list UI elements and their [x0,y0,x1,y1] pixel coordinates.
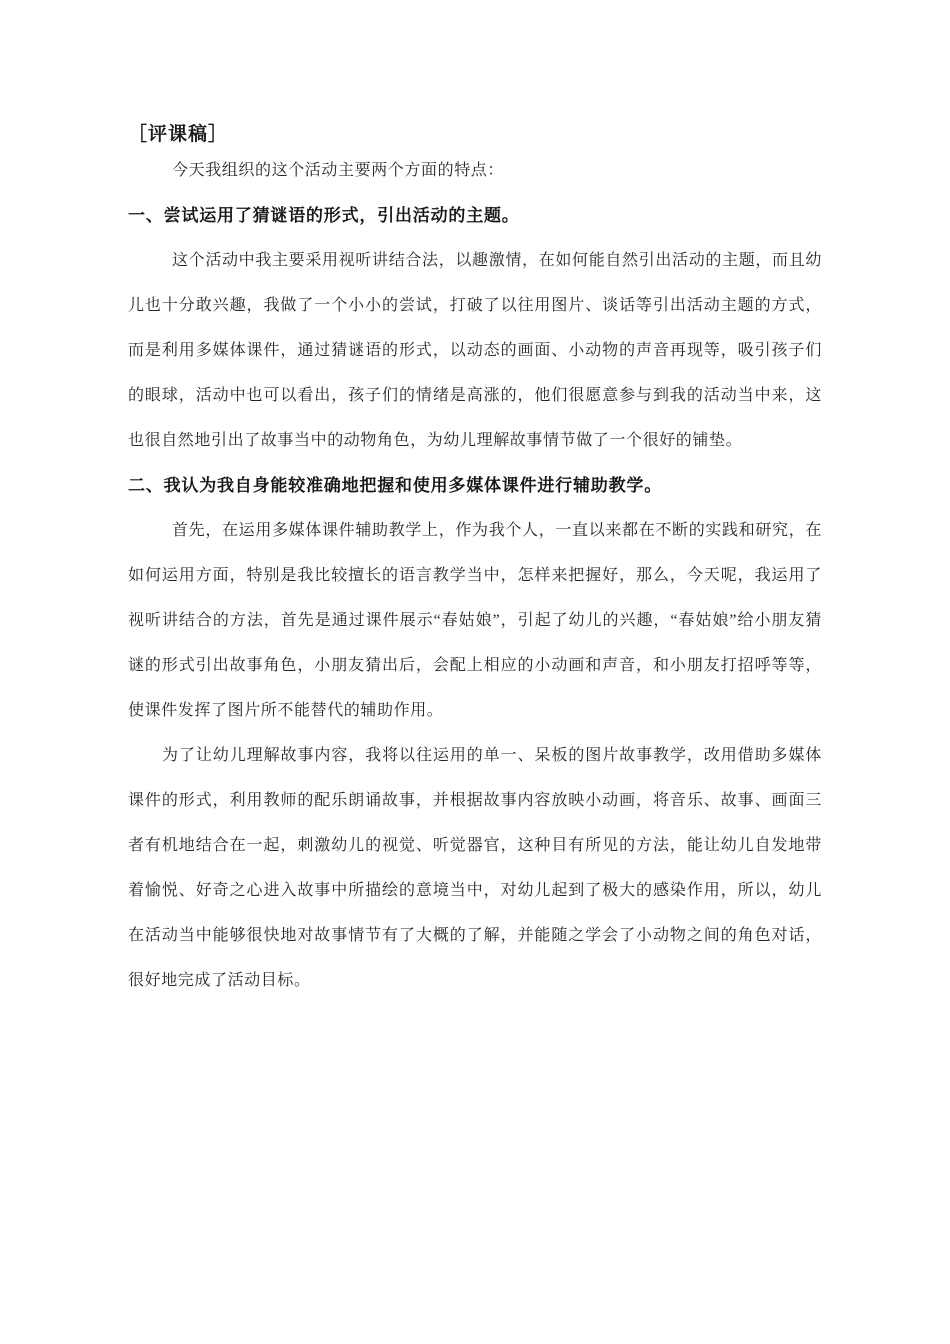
section-2-paragraph-1: 首先，在运用多媒体课件辅助教学上，作为我个人，一直以来都在不断的实践和研究，在如何运用方面，特别是我比较擅长的语言教学当中，怎样来把握好，那么，今天呢，我运用了视听讲结合的方法，首先是通过课件展示“春姑娘”，引起了幼儿的兴趣，“春姑娘”给小朋友猜谜的形式引出故事角色，小朋友猜出后，会配上相应的小动画和声音，和小朋友打招呼等等，使课件发挥了图片所不能替代的辅助作用。 [128,522,822,719]
intro-paragraph: 今天我组织的这个活动主要两个方面的特点： [172,162,505,179]
document-title: ［评课稿］ [128,124,229,145]
section-1-heading: 一、尝试运用了猜谜语的形式，引出活动的主题。 [128,206,520,225]
section-1-paragraph-1: 这个活动中我主要采用视听讲结合法，以趣激情，在如何能自然引出活动的主题，而且幼儿也十分敢兴趣，我做了一个小小的尝试，打破了以往用图片、谈话等引出活动主题的方式，而是利用多媒体课件，通过猜谜语的形式，以动态的画面、小动物的声音再现等，吸引孩子们的眼球，活动中也可以看出，孩子们的情绪是高涨的，他们很愿意参与到我的活动当中来，这也很自然地引出了故事当中的动物角色，为幼儿理解故事情节做了一个很好的铺垫。 [128,252,822,449]
section-2-heading: 二、我认为我自身能较准确地把握和使用多媒体课件进行辅助教学。 [128,476,662,495]
section-2-paragraph-2: 为了让幼儿理解故事内容，我将以往运用的单一、呆板的图片故事教学，改用借助多媒体课件的形式，利用教师的配乐朗诵故事，并根据故事内容放映小动画，将音乐、故事、画面三者有机地结合在一起，刺激幼儿的视觉、听觉器官，这种目有所见的方法，能让幼儿自发地带着愉悦、好奇之心进入故事中所描绘的意境当中，对幼儿起到了极大的感染作用，所以，幼儿在活动当中能够很快地对故事情节有了大概的了解，并能随之学会了小动物之间的角色对话，很好地完成了活动目标。 [128,747,822,989]
